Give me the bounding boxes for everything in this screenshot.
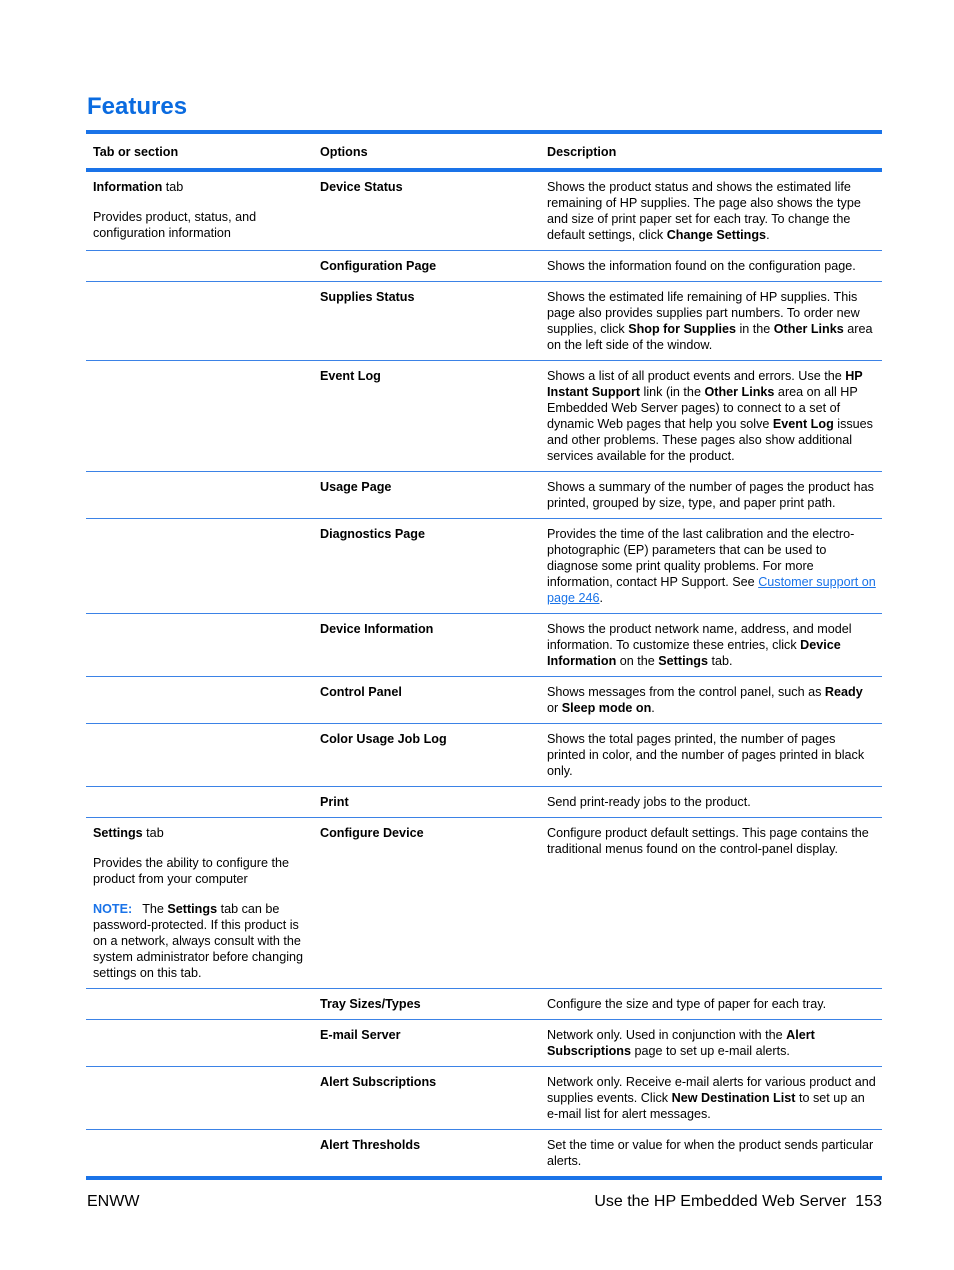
cell-option: Usage Page: [313, 472, 540, 519]
description-text: Shows a summary of the number of pages the product has printed, grouped by size, type, and paper print path.: [547, 480, 874, 510]
cell-option: Tray Sizes/Types: [313, 989, 540, 1020]
description-text: Shows a list of all product events and errors. Use the: [547, 369, 846, 383]
description-text: Shows messages from the control panel, such as: [547, 685, 825, 699]
table-row: [86, 361, 882, 472]
cell-description: [540, 1067, 882, 1130]
column-header-description: Description: [547, 145, 617, 159]
description-bold-text: Settings: [658, 654, 708, 668]
features-table-container: [86, 130, 882, 1180]
description-text: Configure the size and type of paper for each tray.: [547, 997, 827, 1011]
table-row: [86, 677, 882, 724]
cell-tab-section: [86, 614, 313, 677]
table-row: [86, 818, 882, 989]
description-text: area on all HP Embedded Web Server pages) to connect to a set of dynamic Web pages that help you solve: [547, 385, 858, 431]
settings-tab-description: Provides the ability to configure the product from your computer: [93, 856, 290, 886]
cell-tab-section: [86, 282, 313, 361]
description-bold-text: Event Log: [772, 417, 834, 431]
cell-description: [540, 989, 882, 1020]
table-row: [86, 251, 882, 282]
description-text: Provides the time of the last calibration and the electro-photographic (EP) parameters that can be used to diagnose some print quality problems. For more information, contact HP Support. See: [547, 527, 855, 589]
description-text: .: [651, 701, 655, 715]
description-text: on the: [616, 654, 659, 668]
description-text: Network only. Receive e-mail alerts for various product and supplies events. Click: [547, 1075, 876, 1105]
cell-option: Configuration Page: [313, 251, 540, 282]
table-row: [86, 614, 882, 677]
column-header-options: Options: [320, 145, 368, 159]
information-tab-name: Information: [93, 180, 163, 194]
footer-right: [594, 1193, 882, 1211]
footer-section-title: Use the HP Embedded Web Server: [594, 1193, 847, 1210]
description-bold-text: HP Instant Support: [547, 369, 863, 399]
description-text: .: [766, 228, 770, 242]
description-bold-text: Shop for Supplies: [628, 322, 736, 336]
note-label: NOTE:: [93, 902, 133, 916]
cell-option: Diagnostics Page: [313, 519, 540, 614]
cell-option: Device Status: [313, 170, 540, 251]
description-bold-text: Other Links: [704, 385, 775, 399]
description-bold-text: Device Information: [547, 638, 841, 668]
description-bold-text: Sleep mode on: [561, 701, 652, 715]
page-title: Features: [87, 93, 188, 120]
description-text: to set up an e-mail list for alert messages.: [547, 1091, 865, 1121]
information-tab-description: Provides product, status, and configuration information: [93, 210, 257, 240]
cell-tab-section: [86, 170, 313, 251]
settings-note: [93, 901, 307, 981]
table-row: [86, 472, 882, 519]
cell-option: Control Panel: [313, 677, 540, 724]
cell-description: [540, 614, 882, 677]
cell-option: Alert Thresholds: [313, 1130, 540, 1179]
cell-option: Alert Subscriptions: [313, 1067, 540, 1130]
cell-tab-section: [86, 361, 313, 472]
description-text: .: [599, 591, 604, 605]
note-text-bold: Settings: [167, 902, 218, 916]
cell-description: [540, 1020, 882, 1067]
description-text: tab.: [707, 654, 733, 668]
cell-tab-section: [86, 251, 313, 282]
description-text: issues and other problems. These pages also show additional services available for the product.: [547, 417, 873, 463]
cell-description: [540, 361, 882, 472]
description-bold-text: Ready: [824, 685, 863, 699]
cell-description: [540, 1130, 882, 1179]
description-text: Shows the estimated life remaining of HP supplies. This page also provides supplies part numbers. To order new supplies, click: [547, 290, 860, 336]
description-text: area on the left side of the window.: [547, 322, 873, 352]
cell-description: [540, 677, 882, 724]
table-row: [86, 724, 882, 787]
features-table: [86, 130, 882, 1180]
cell-description: [540, 724, 882, 787]
description-text: Network only. Used in conjunction with the: [547, 1028, 787, 1042]
description-text: link (in the: [640, 385, 705, 399]
cell-tab-section: [86, 1130, 313, 1179]
cell-description: [540, 818, 882, 989]
cell-option: E-mail Server: [313, 1020, 540, 1067]
cell-description: [540, 251, 882, 282]
cell-option: Print: [313, 787, 540, 818]
description-text: Shows the product status and shows the estimated life remaining of HP supplies. The page also shows the type and size of print paper set for each tray. To change the default settings, click: [547, 180, 861, 242]
cell-tab-section: [86, 519, 313, 614]
settings-tab-name: Settings: [93, 826, 143, 840]
description-text: Shows the product network name, address, and model information. To customize these entries, click: [547, 622, 852, 652]
description-bold-text: Other Links: [773, 322, 844, 336]
cell-option: Event Log: [313, 361, 540, 472]
table-row: [86, 170, 882, 251]
description-bold-text: New Destination List: [671, 1091, 796, 1105]
column-header-tab: Tab or section: [93, 145, 179, 159]
note-text-pre: The: [142, 902, 168, 916]
cell-description: [540, 472, 882, 519]
cell-option: Device Information: [313, 614, 540, 677]
table-header-row: [86, 132, 882, 170]
cell-option: Color Usage Job Log: [313, 724, 540, 787]
cell-description: [540, 519, 882, 614]
table-row: [86, 1067, 882, 1130]
cell-option: Configure Device: [313, 818, 540, 989]
table-row: [86, 787, 882, 818]
cell-description: [540, 787, 882, 818]
description-text: Set the time or value for when the product sends particular alerts.: [547, 1138, 874, 1168]
table-body: [86, 170, 882, 1178]
description-text: in the: [735, 322, 774, 336]
table-row: [86, 1020, 882, 1067]
cell-tab-section: [86, 989, 313, 1020]
description-text: Configure product default settings. This page contains the traditional menus found on the control-panel display.: [547, 826, 869, 856]
settings-tab-suffix: tab: [142, 826, 164, 840]
table-row: [86, 282, 882, 361]
table-row: [86, 989, 882, 1020]
cell-tab-section: [86, 724, 313, 787]
table-row: [86, 1130, 882, 1179]
description-bold-text: Alert Subscriptions: [547, 1028, 815, 1058]
page-number: 153: [855, 1193, 882, 1210]
description-text: or: [547, 701, 562, 715]
footer-left: ENWW: [87, 1193, 140, 1210]
note-text-post: tab can be password-protected. If this product is on a network, always consult with the system administrator before changing settings on this tab.: [93, 902, 303, 980]
customer-support-link[interactable]: Customer support on page 246: [547, 575, 876, 605]
description-text: Shows the total pages printed, the number of pages printed in color, and the number of pages printed in black only.: [547, 732, 865, 778]
cell-tab-section: [86, 1020, 313, 1067]
cell-tab-section: [86, 677, 313, 724]
description-text: Shows the information found on the configuration page.: [547, 259, 856, 273]
description-text: Send print-ready jobs to the product.: [547, 795, 751, 809]
description-text: page to set up e-mail alerts.: [630, 1044, 790, 1058]
cell-description: [540, 170, 882, 251]
information-tab-suffix: tab: [162, 180, 184, 194]
cell-tab-section: [86, 818, 313, 989]
cell-tab-section: [86, 787, 313, 818]
table-row: [86, 519, 882, 614]
cell-tab-section: [86, 472, 313, 519]
cell-tab-section: [86, 1067, 313, 1130]
description-bold-text: Change Settings: [666, 228, 767, 242]
cell-description: [540, 282, 882, 361]
cell-option: Supplies Status: [313, 282, 540, 361]
